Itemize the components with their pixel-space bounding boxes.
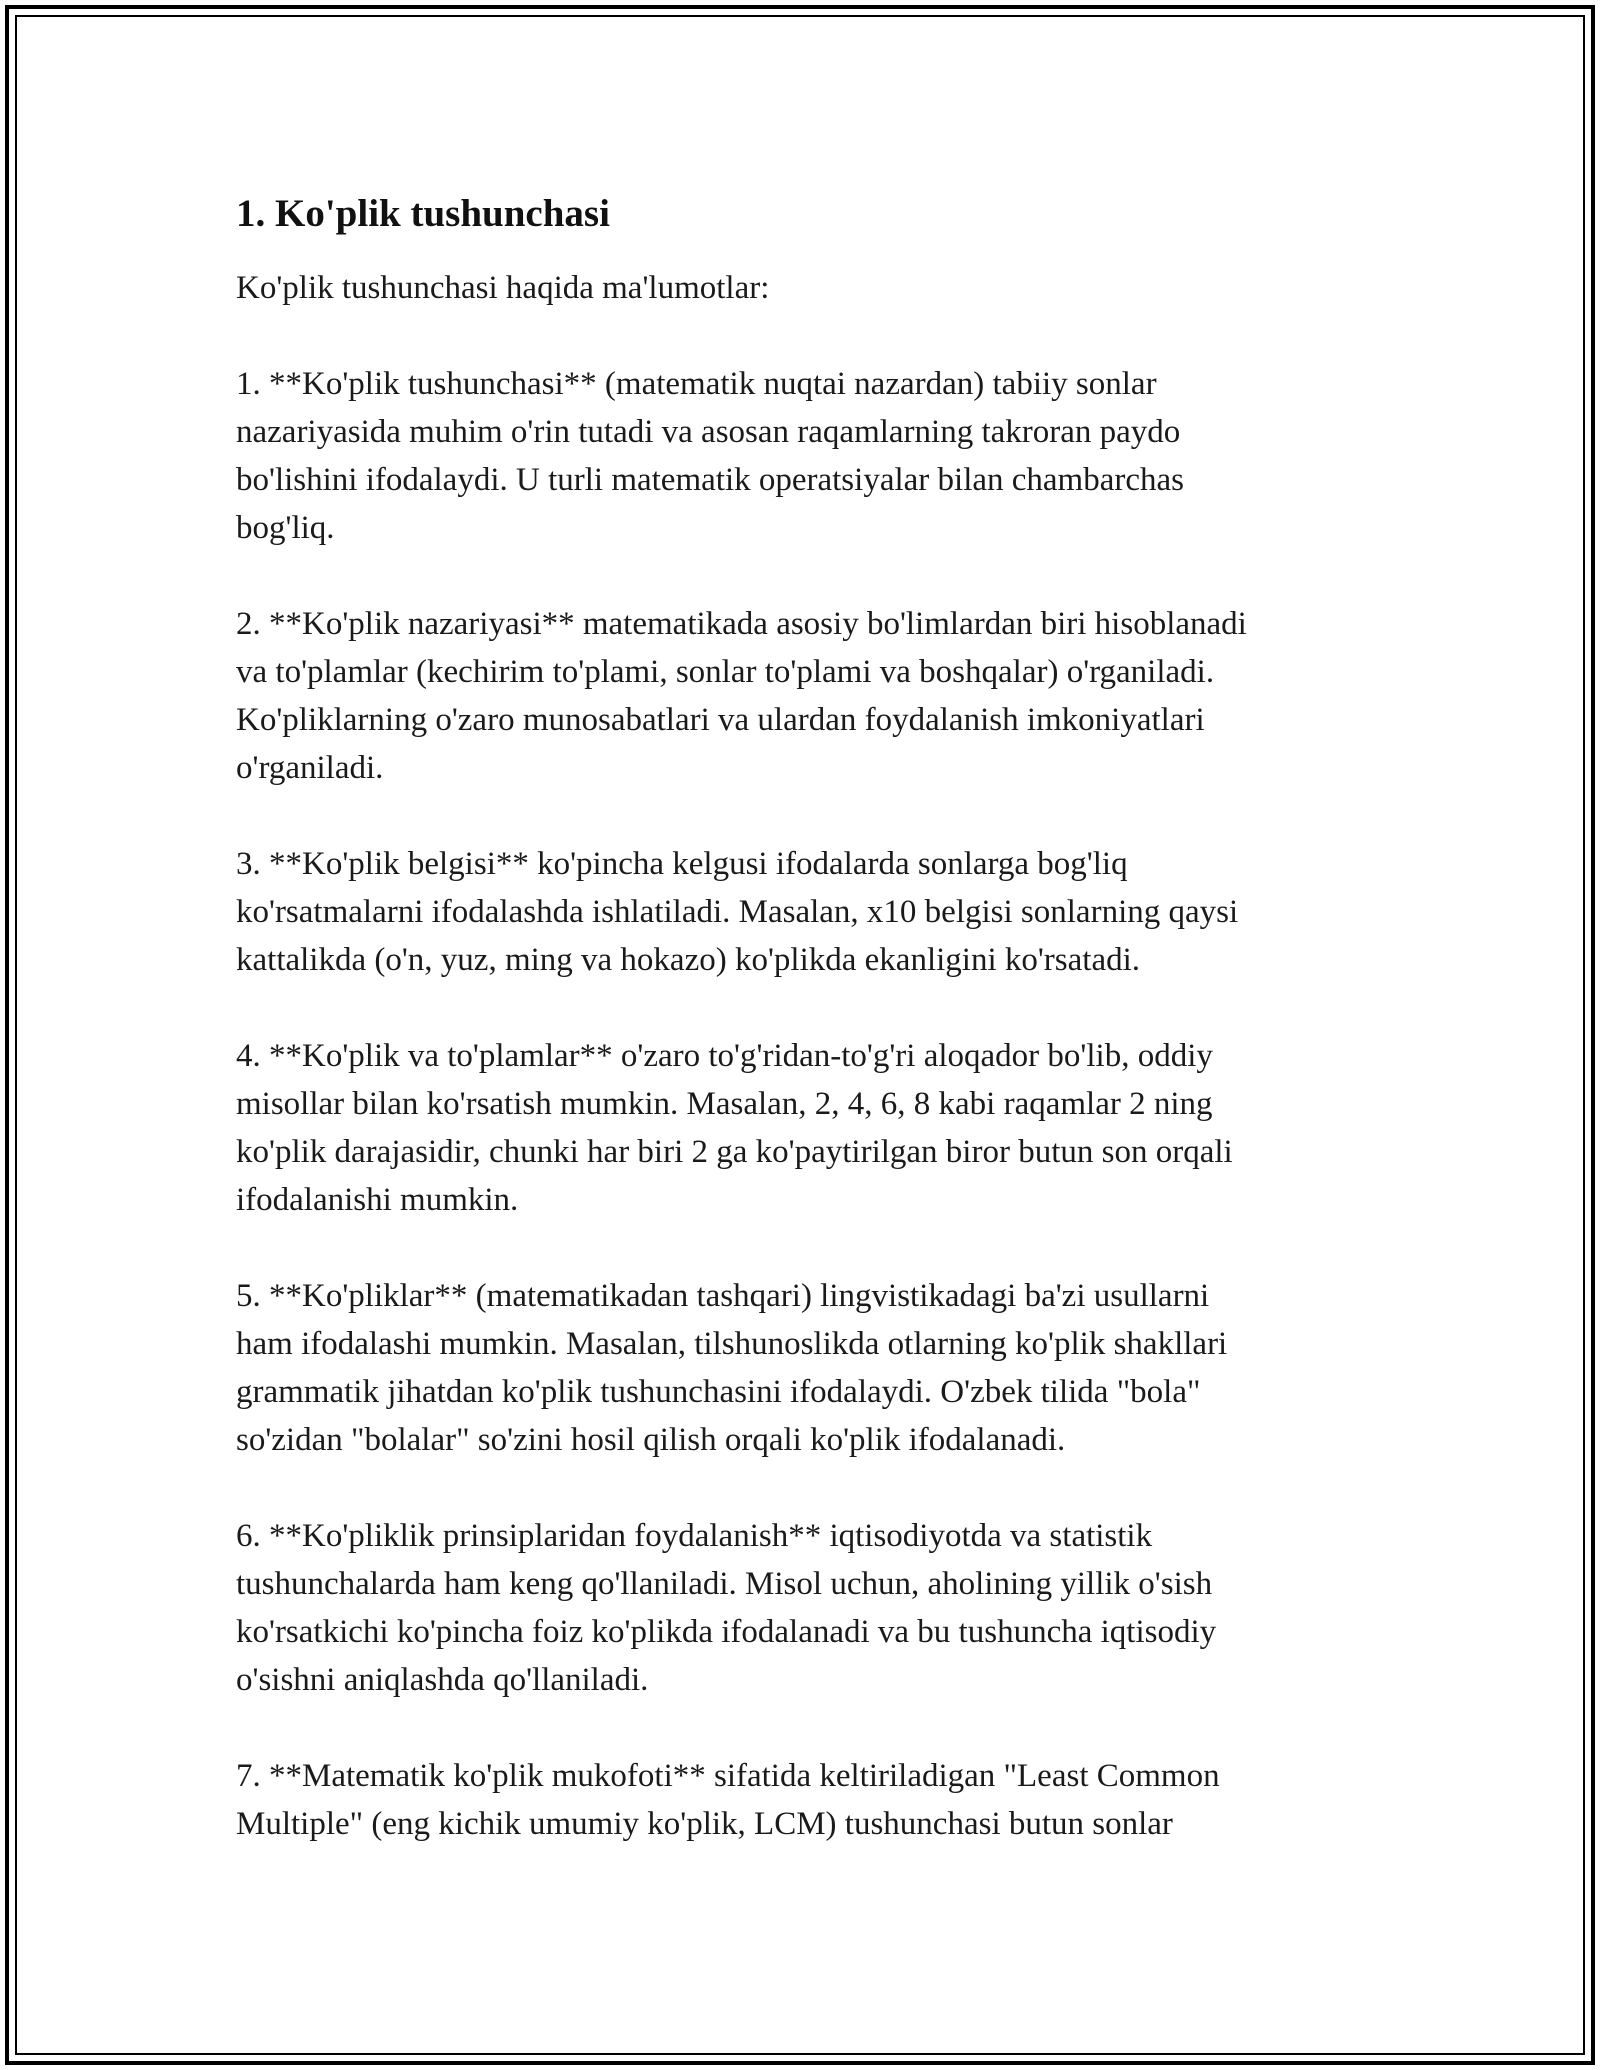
paragraph-7: 7. **Matematik ko'plik mukofoti** sifatida keltiriladigan "Least Common Multiple" (eng kichik umumiy ko'plik, LCM) tushunchasi butun sonlar [236, 1758, 1220, 1842]
paragraph-4: 4. **Ko'plik va to'plamlar** o'zaro to'g'ridan-to'g'ri aloqador bo'lib, oddiy misollar bilan ko'rsatish mumkin. Masalan, 2, 4, 6, 8 kabi raqamlar 2 ning ko'plik darajasidir, chunki har biri 2 ga ko'paytirilgan biror butun son orqali ifodalanishi mumkin. [236, 1038, 1233, 1218]
intro-text: Ko'plik tushunchasi haqida ma'lumotlar: [236, 270, 770, 306]
paragraph-2: 2. **Ko'plik nazariyasi** matematikada asosiy bo'limlardan biri hisoblanadi va to'plamlar (kechirim to'plami, sonlar to'plami va boshqalar) o'rganiladi. Ko'pliklarning o'zaro munosabatlari va ulardan foydalanish imkoniyatlari o'rganiladi. [236, 606, 1247, 786]
section-heading: 1. Ko'plik tushunchasi [236, 192, 610, 235]
paragraph-1: 1. **Ko'plik tushunchasi** (matematik nuqtai nazardan) tabiiy sonlar nazariyasida muhim o'rin tutadi va asosan raqamlarning takroran paydo bo'lishini ifodalaydi. U turli matematik operatsiyalar bilan chambarchas bog'liq. [236, 366, 1184, 546]
paragraph-5: 5. **Ko'pliklar** (matematikadan tashqari) lingvistikadagi ba'zi usullarni ham ifodalashi mumkin. Masalan, tilshunoslikda otlarning ko'plik shakllari grammatik jihatdan ko'plik tushunchasini ifodalaydi. O'zbek tilida "bola" so'zidan "bolalar" so'zini hosil qilish orqali ko'plik ifodalanadi. [236, 1278, 1228, 1458]
document-body [236, 190, 1376, 1848]
paragraph-6: 6. **Ko'pliklik prinsiplaridan foydalanish** iqtisodiyotda va statistik tushunchalarda ham keng qo'llaniladi. Misol uchun, aholining yillik o'sish ko'rsatkichi ko'pincha foiz ko'plikda ifodalanadi va bu tushuncha iqtisodiy o'sishni aniqlashda qo'llaniladi. [236, 1518, 1217, 1698]
paragraph-3: 3. **Ko'plik belgisi** ko'pincha kelgusi ifodalarda sonlarga bog'liq ko'rsatmalarni ifodalashda ishlatiladi. Masalan, x10 belgisi sonlarning qaysi kattalikda (o'n, yuz, ming va hokazo) ko'plikda ekanligini ko'rsatadi. [236, 846, 1239, 978]
